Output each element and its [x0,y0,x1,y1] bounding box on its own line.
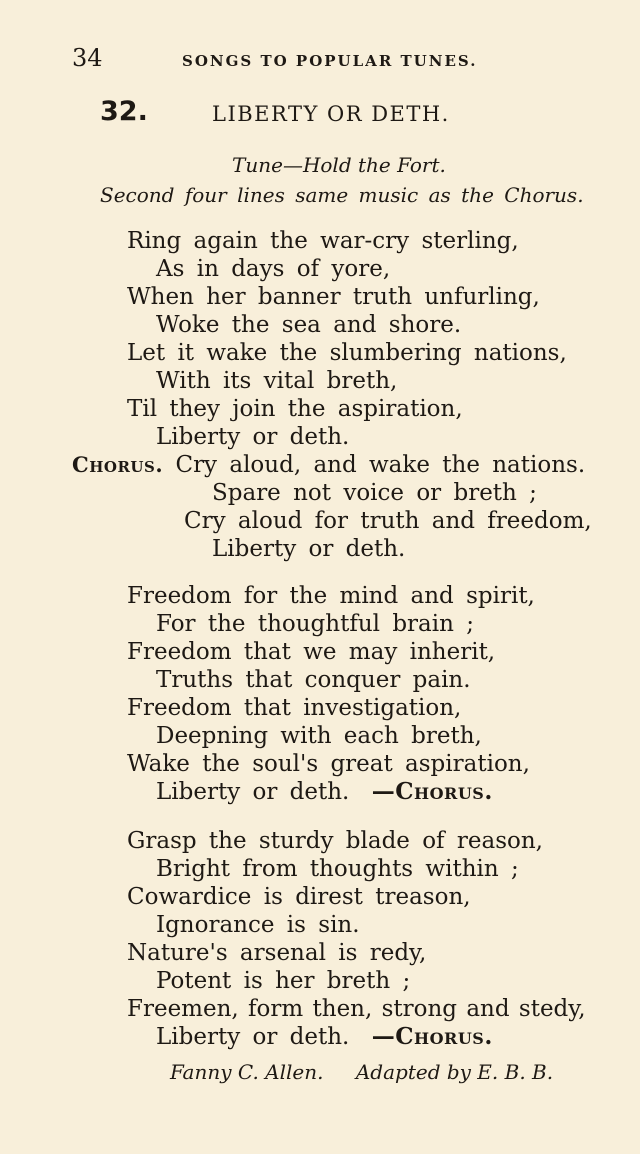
verse-line: Bright from thoughts within ; [156,856,519,882]
verse-line: For the thoughtful brain ; [156,611,474,637]
author-name: Fanny C. Allen. [170,1060,324,1084]
attribution [170,1060,553,1084]
verse-line: When her banner truth unfurling, [127,284,540,310]
verse-line: As in days of yore, [156,256,391,282]
adapter-credit: Adapted by E. B. B. [355,1060,554,1084]
verse-line: Ignorance is sin. [156,912,360,938]
verse-line: Truths that conquer pain. [156,667,471,693]
verse-line: Freedom for the mind and spirit, [127,583,535,609]
running-head: SONGS TO POPULAR TUNES. [182,52,478,70]
chorus-ref: —Chorus. [371,1023,493,1050]
verse-line: Ring again the war-cry sterling, [127,228,519,254]
verse-line: Potent is her breth ; [156,968,411,994]
song-heading [0,96,640,136]
verse-line: Freedom that we may inherit, [127,639,496,665]
verse-line: Freedom that investigation, [127,695,462,721]
verse-line: Liberty or deth. [156,779,350,805]
verse-line: Liberty or deth. [156,424,350,450]
tune-line: Tune—Hold the Fort. [232,153,446,177]
verse-last-line [156,1023,493,1051]
verse-line: Liberty or deth. [156,1024,350,1050]
chorus-line: Spare not voice or breth ; [212,480,537,506]
song-title: LIBERTY OR DETH. [212,102,450,126]
verse-line: Woke the sea and shore. [156,312,462,338]
verse-last-line [156,778,493,806]
chorus-ref: —Chorus. [371,778,493,805]
song-number: 32. [100,96,148,127]
chorus-line: Cry aloud, and wake the nations. [175,452,586,478]
verse-line: Cowardice is direst treason, [127,884,471,910]
verse-line: With its vital breth, [156,368,398,394]
page-header [0,44,640,76]
verse-line: Grasp the sturdy blade of reason, [127,828,543,854]
verse-line: Freemen, form then, strong and stedy, [127,996,586,1022]
verse-line: Let it wake the slumbering nations, [127,340,567,366]
verse-line: Nature's arsenal is redy, [127,940,427,966]
chorus-label: Chorus. [72,452,164,477]
music-note: Second four lines same music as the Chorus. [100,183,584,207]
page-number: 34 [72,44,103,72]
chorus-line: Cry aloud for truth and freedom, [184,508,592,534]
verse-line: Wake the soul's great aspiration, [127,751,530,777]
chorus-first-line [72,451,585,479]
chorus-line: Liberty or deth. [212,536,406,562]
verse-line: Deepning with each breth, [156,723,482,749]
verse-line: Til they join the aspiration, [127,396,463,422]
